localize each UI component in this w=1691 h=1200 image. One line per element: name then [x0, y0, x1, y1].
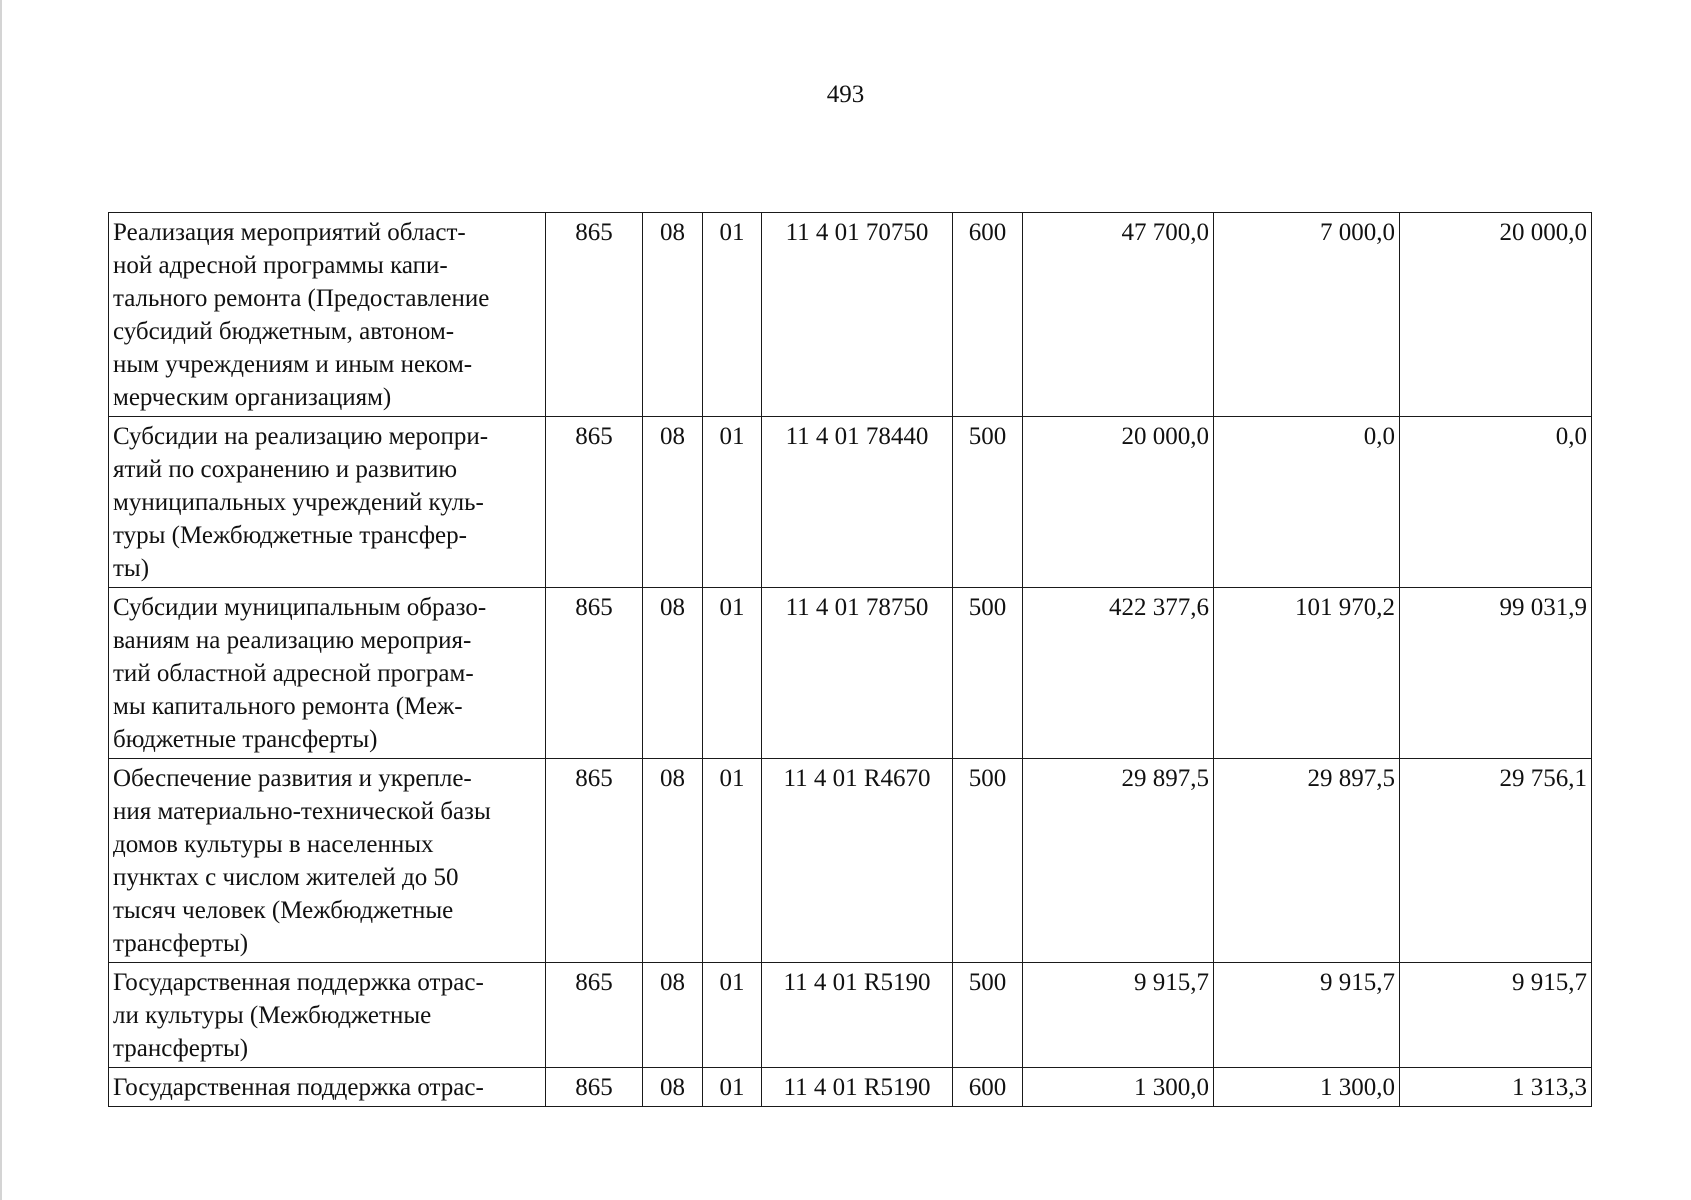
section-code-cell: 08	[643, 963, 703, 1068]
amount-3-cell: 29 756,1	[1400, 759, 1592, 963]
item-name-line: тысяч человек (Межбюджетные	[113, 897, 454, 924]
grbs-code-cell: 865	[546, 588, 643, 759]
table-row	[109, 213, 1592, 417]
item-name-line: мы капитального ремонта (Меж-	[113, 693, 463, 720]
section-code-cell: 08	[643, 213, 703, 417]
amount-2-cell: 7 000,0	[1214, 213, 1400, 417]
amount-3-cell: 9 915,7	[1400, 963, 1592, 1068]
amount-1-cell: 47 700,0	[1023, 213, 1214, 417]
subsection-code-cell: 01	[703, 963, 762, 1068]
amount-1-cell: 1 300,0	[1023, 1068, 1214, 1107]
amount-1-cell: 422 377,6	[1023, 588, 1214, 759]
item-name-line: субсидий бюджетным, автоном-	[113, 318, 455, 345]
item-name-line: трансферты)	[113, 1035, 249, 1062]
subsection-code-cell: 01	[703, 759, 762, 963]
item-name-line: тального ремонта (Предоставление	[113, 285, 490, 312]
item-name-line: туры (Межбюджетные трансфер-	[113, 522, 467, 549]
subsection-code-cell: 01	[703, 1068, 762, 1107]
amount-2-cell: 0,0	[1214, 417, 1400, 588]
item-name-line: Обеспечение развития и укрепле-	[113, 765, 472, 792]
item-name-cell	[109, 213, 546, 417]
subsection-code-cell: 01	[703, 213, 762, 417]
amount-3-cell: 0,0	[1400, 417, 1592, 588]
table-row	[109, 1068, 1592, 1107]
expense-type-cell: 500	[953, 963, 1023, 1068]
table-body	[109, 213, 1592, 1107]
item-name-cell	[109, 588, 546, 759]
item-name-line: домов культуры в населенных	[113, 831, 434, 858]
page-number: 493	[826, 81, 865, 108]
item-name-line: Реализация мероприятий област-	[113, 219, 466, 246]
item-name-line: Государственная поддержка отрас-	[113, 969, 484, 996]
amount-3-cell: 99 031,9	[1400, 588, 1592, 759]
item-name-cell	[109, 417, 546, 588]
item-name-line: ваниям на реализацию мероприя-	[113, 627, 472, 654]
item-name-line: Субсидии на реализацию меропри-	[113, 423, 489, 450]
item-name-line: Государственная поддержка отрас-	[113, 1074, 484, 1101]
grbs-code-cell: 865	[546, 1068, 643, 1107]
amount-3-cell: 20 000,0	[1400, 213, 1592, 417]
item-name-line: ли культуры (Межбюджетные	[113, 1002, 432, 1029]
amount-2-cell: 101 970,2	[1214, 588, 1400, 759]
grbs-code-cell: 865	[546, 759, 643, 963]
target-article-cell: 11 4 01 70750	[762, 213, 953, 417]
expense-type-cell: 500	[953, 417, 1023, 588]
item-name-line: ятий по сохранению и развитию	[113, 456, 458, 483]
item-name-line: Субсидии муниципальным образо-	[113, 594, 487, 621]
item-name-line: пунктах с числом жителей до 50	[113, 864, 459, 891]
amount-3-cell: 1 313,3	[1400, 1068, 1592, 1107]
budget-table	[108, 212, 1592, 1107]
grbs-code-cell: 865	[546, 963, 643, 1068]
grbs-code-cell: 865	[546, 417, 643, 588]
amount-1-cell: 9 915,7	[1023, 963, 1214, 1068]
item-name-line: ния материально-технической базы	[113, 798, 491, 825]
amount-2-cell: 29 897,5	[1214, 759, 1400, 963]
table-row	[109, 759, 1592, 963]
section-code-cell: 08	[643, 588, 703, 759]
amount-2-cell: 1 300,0	[1214, 1068, 1400, 1107]
target-article-cell: 11 4 01 R4670	[762, 759, 953, 963]
item-name-line: тий областной адресной програм-	[113, 660, 474, 687]
item-name-cell	[109, 963, 546, 1068]
section-code-cell: 08	[643, 759, 703, 963]
item-name-line: ным учреждениям и иным неком-	[113, 351, 473, 378]
subsection-code-cell: 01	[703, 417, 762, 588]
target-article-cell: 11 4 01 78750	[762, 588, 953, 759]
expense-type-cell: 500	[953, 759, 1023, 963]
item-name-line: ты)	[113, 555, 150, 582]
target-article-cell: 11 4 01 78440	[762, 417, 953, 588]
table-row	[109, 417, 1592, 588]
item-name-line: трансферты)	[113, 930, 249, 957]
scan-edge	[0, 0, 2, 1200]
expense-type-cell: 600	[953, 213, 1023, 417]
subsection-code-cell: 01	[703, 588, 762, 759]
item-name-cell	[109, 1068, 546, 1107]
expense-type-cell: 500	[953, 588, 1023, 759]
target-article-cell: 11 4 01 R5190	[762, 963, 953, 1068]
amount-1-cell: 29 897,5	[1023, 759, 1214, 963]
section-code-cell: 08	[643, 1068, 703, 1107]
section-code-cell: 08	[643, 417, 703, 588]
table-row	[109, 588, 1592, 759]
item-name-line: бюджетные трансферты)	[113, 726, 378, 753]
grbs-code-cell: 865	[546, 213, 643, 417]
amount-2-cell: 9 915,7	[1214, 963, 1400, 1068]
item-name-line: муниципальных учреждений куль-	[113, 489, 484, 516]
table-row	[109, 963, 1592, 1068]
amount-1-cell: 20 000,0	[1023, 417, 1214, 588]
target-article-cell: 11 4 01 R5190	[762, 1068, 953, 1107]
item-name-cell	[109, 759, 546, 963]
item-name-line: мерческим организациям)	[113, 384, 392, 411]
item-name-line: ной адресной программы капи-	[113, 252, 448, 279]
expense-type-cell: 600	[953, 1068, 1023, 1107]
